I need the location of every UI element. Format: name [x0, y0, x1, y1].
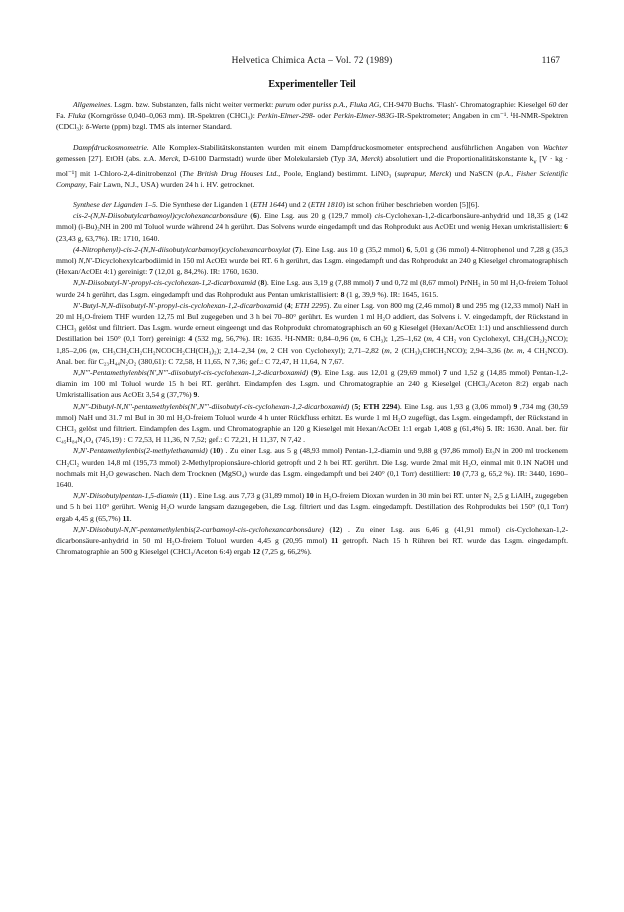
run: in H₂O-freiem Dioxan wurden in 30 min bei RT. unter N₂ 2,5 g LiAlH₄ zugegeben und 5 h bei 110° gerührt. Wenig H₂O wurde langsam dazugegeben, die Lsg. filtriert und das Lsgm. eingedampft. Destillation des Rohprodukts bei 150° (0,1 Torr) ergab 4,45 g (65,7%): [56, 491, 568, 523]
run: m: [92, 345, 98, 355]
run-compound-number: 6: [406, 244, 411, 254]
page-number: 1167: [541, 56, 560, 66]
run: ,734 mg (30,59 mmol) NaH und 31.7 ml BuI in 30 ml H₂O-freiem Toluol wurde 4 h unter Rückfluss erhitzt. Es wurde 1 ml H₂O zugefügt, das Lsgm. eingedampft, der Rückstand in CHCl₃ gelöst und filtriert. Eindampfen des Lsgm. und Chromatographie an 120 g Kieselgel mit Hexan/AcOEt 1:1 ergab 1,408 g (61,4%): [56, 401, 568, 434]
run: CH-9470 Buchs. 'Flash'- Chromatographie: Kieselgel: [381, 100, 549, 109]
run: m: [426, 334, 432, 344]
run: (: [323, 524, 333, 534]
run: . IR: 1630. Anal. ber. für C₄₅H₈₄N₄O₄ (745,19) : C 72,53, H 11,36, N 7,52; gef.: C 72,21, H 11,37, N 7,42 .: [56, 424, 568, 445]
run-compound-number: 9: [513, 401, 518, 411]
run-heading: N,N'-Diisobutylpentan-1,5-diamin: [73, 491, 178, 501]
journal-title: Helvetica Chimica Acta – Vol. 72 (1989): [231, 56, 393, 66]
run: getropft. Nach 15 h Rühren bei RT. wurde das Lsgm. eingedampft. Chromatographie an 500 g Kieselgel (CHCl₃/Aceton 6:4) ergab: [56, 536, 568, 557]
run-compound-number: 12: [332, 524, 340, 534]
paragraph-compound-7: [56, 244, 568, 278]
run: ). Eine Lsg. aus 12,01 g (29,69 mmol): [317, 368, 444, 377]
run: ;: [290, 300, 295, 310]
run: ). Eine Lsg. aus 10 g (35,2 mmol): [298, 244, 407, 254]
run: suprapur, Merck: [397, 168, 449, 178]
paragraph-compound-10: [56, 445, 568, 490]
run: [V · kg · mol⁻¹] mit 1-Chloro-2,4-dinitrobenzol (: [56, 153, 568, 178]
run-compound-number: 11: [182, 491, 190, 501]
run: (: [349, 401, 355, 411]
run: , 4 CH₂ von Cyclohexyl, CH₃(CH₂)₂NCO); 1,85–2,06 (: [56, 334, 568, 355]
run-compound-number: 5; ETH 2294: [354, 401, 398, 411]
run: , 2 (CH₃)₂CHCH₂NCO); 2,94–3,36 (: [389, 345, 507, 355]
run: (: [282, 300, 287, 310]
run: ). Zu einer Lsg. von 800 mg (2,46 mmol): [326, 300, 457, 310]
run: der Fa.: [56, 100, 568, 121]
run: ) absolutiert und die Proportionalitätskonstante k: [380, 153, 534, 163]
run: und 295 mg (12,33 mmol) NaH in 20 ml H₂O-freiem THF wurden 12,75 ml BuI zugegeben und 3 h bei 70–80° gerührt. Es wurden 1 ml H₂O addiert, das Solvens i. V. eingedampft, der Rückstand in CHCl₃ gelöst und filtriert. Das Lsgm. wurde erneut eingeengt und das Rohprodukt chromatographisch an 60 g Kieselgel (Hexan/AcOEt 1:1) und anschliessend durch Destillation bei 150° (0,1 Torr) gereinigt:: [56, 300, 568, 344]
run: (532 mg, 56,7%). IR: 1635. ¹H-NMR: 0,84–0,96 (: [192, 334, 354, 344]
running-head: [56, 56, 568, 72]
run: Perkin-Elmer-983G: [333, 111, 395, 121]
run: ) ist schon früher beschrieben worden [5][6].: [342, 199, 480, 209]
run: (: [177, 491, 183, 501]
run: oder: [295, 100, 313, 109]
run-compound-number: 10: [212, 446, 221, 456]
run: ETH 1644: [252, 199, 285, 209]
run: -Cyclohexan-1,2-dicarbonsäure-anhydrid und 18,35 g (142 mmol) (i-Bu)₂NH in 200 ml Toluol wurde während 24 h gerührt. Das Solvens wurde eingedampft und das Rohprodukt aus AcOEt und wenig Hexan umkristallisiert:: [56, 211, 568, 232]
run-compound-number: 7: [443, 368, 447, 377]
paragraph-compound-6: [56, 210, 568, 244]
run-compound-number: 5: [486, 424, 491, 434]
run: m: [384, 345, 390, 355]
run: 3A, Merck: [347, 153, 381, 163]
run: (23,43 g, 63,7%). IR: 1710, 1640.: [56, 233, 160, 243]
paragraph-synthese: [56, 199, 568, 210]
paragraph-compound-9: [56, 367, 568, 401]
run-compound-number: 7: [149, 267, 153, 277]
run: , Poole, England) bestimmt. LiNO₃ (: [278, 168, 398, 178]
run-compound-number: 9: [193, 390, 198, 400]
run: ) . Zu einer Lsg. aus 6,46 g (41,91 mmol): [339, 524, 506, 534]
run: m: [260, 345, 266, 355]
run-heading: N'-Butyl-N,N-diisobutyl-N'-propyl-cis-cyclohexan-1,2-dicarboxamid: [73, 300, 283, 310]
run: The British Drug Houses Ltd.: [182, 168, 279, 178]
paragraph-dampfdruckosmometrie: [56, 142, 568, 190]
run: -Cyclohexan-1,2-dicarbonsäure-anhydrid in 50 ml H₂O-freiem Toluol wurden 4,45 g (20,95 mmol): [56, 524, 568, 546]
paragraph-compound-5: [56, 401, 568, 446]
run: m: [353, 334, 359, 344]
run-heading: Allgemeines.: [73, 100, 113, 109]
run: .: [129, 513, 132, 523]
run: ). Eine Lsg. aus 1,93 g (3,06 mmol): [397, 401, 514, 411]
run: N,N': [78, 255, 93, 265]
paragraph-compound-12: [56, 524, 568, 558]
run: Perkin-Elmer-298-: [257, 111, 316, 121]
run-heading: cis-2-(N,N-Diisobutylcarbamoyl)cyclohexancarbonsäure: [73, 211, 248, 221]
run-compound-number: 7: [375, 278, 380, 288]
run: puriss p.A., Fluka AG,: [312, 100, 382, 109]
run: und 1,52 g (14,85 mmol) Pentan-1,2-diamin im 100 ml Toluol wurde 15 h bei RT. gerührt. Eindampfen des Lsgm. und Chromatographie an 240 g Kieselgel (CHCl₃/Aceton 8:2) ergab nach Umkristallisation aus AcOEt 3,54 g (37,7%): [56, 368, 568, 400]
run: p.A., Fisher Scientific Company: [56, 168, 569, 189]
run-heading: N,N'-Diisobutyl-N,N'-pentamethylenbis(2-carbamoyl-cis-cyclohexancarbonsäure): [73, 524, 324, 534]
run: -Dicyclohexylcarbodiimid in 150 ml AcOEt wurde bei RT. 6 h gerührt, das Lsgm. eingedampft und das Rohprodukt an 240 g Kieselgel chromatographisch (Hexan/AcOEt 4:1) gereinigt:: [56, 255, 568, 277]
run: , D-6100 Darmstadt) wurde über Molekularsieb (Typ: [178, 153, 348, 163]
run: (1 g, 39,9 %). IR: 1645, 1615.: [344, 289, 439, 299]
run-compound-number: 10: [452, 468, 461, 478]
run: ). Eine Lsg. aus 3,19 g (7,88 mmol): [264, 278, 376, 288]
run-heading: N,N'-Pentamethylenbis(2-methylethanamid): [73, 446, 208, 456]
run: , Fair Lawn, N.J., USA) wurden 24 h i. HV. getrocknet.: [85, 179, 255, 189]
run-compound-number: 11: [122, 513, 130, 523]
run-compound-number: 7: [295, 244, 299, 254]
run: Fluka: [67, 111, 86, 121]
paragraph-compound-11: [56, 490, 568, 524]
run: und 0,72 ml (8,67 mmol) PrNH₂ in 50 ml H₂O-freiem Toluol wurde 24 h gerührt, das Lsgm. eingedampft und das Rohprodukt aus Pentan umkristallisiert:: [56, 278, 568, 299]
run: ) . Zu einer Lsg. aus 5 g (48,93 mmol) Pentan-1,2-diamin und 9,88 g (97,86 mmol) Et₃N in 200 ml trockenem CH₂Cl₂ wurden 14,8 ml (195,73 mmol) 2-Methylpropionsäure-chlorid getropft und 2 h bei RT. gerührt. Die Lsg. wurde 2mal mit H₂O, einmal mit 0.1N NaOH und nochmals mit H₂O gewaschen. Nach dem Trocknen (MgSO₄) wurde das Lsgm. eingedampft und bei 240° (0,1 Torr) destilliert:: [56, 446, 568, 478]
run-heading: N,N''-Dibutyl-N,N''-pentamethylenbis(N',N'''-diisobutyl-cis-cyclohexan-1,2-dicarboxamid): [73, 401, 350, 411]
run-compound-number: 12: [252, 547, 261, 557]
run: purum: [275, 100, 296, 109]
run-compound-number: 8: [260, 278, 265, 288]
run: cis: [374, 211, 384, 221]
run: .: [197, 390, 200, 400]
run: Merck: [159, 153, 179, 163]
run: (7,73 g, 65,2 %). IR: 3440, 1690–1640.: [56, 468, 568, 490]
run-heading: N,N'''-Pentamethylenbis(N',N'''-diisobutyl-cis-cyclohexan-1,2-dicarboxamid): [73, 368, 309, 377]
paragraph-compound-4: [56, 300, 568, 367]
run-compound-number: 4: [286, 300, 291, 310]
run: gemessen [27]. EtOH (abs. z.A.: [56, 153, 160, 163]
run: Die Synthese der Liganden 1 (: [157, 199, 253, 209]
run: , 5,01 g (36 mmol) 4-Nitrophenol und 7,28 g (35,3 mmol): [56, 244, 568, 265]
run: ) und 2 (: [284, 199, 311, 209]
paragraph-compound-8: [56, 277, 568, 299]
run-subscript: v: [533, 158, 537, 166]
run: (: [290, 244, 295, 254]
run: ETH 2295: [294, 300, 327, 310]
run: ) . Eine Lsg. aus 7,73 g (31,89 mmol): [189, 491, 307, 501]
run: , 2 CH von Cyclohexyl); 2,71–2,82 (: [265, 345, 385, 355]
run-heading: Dampfdruckosmometrie.: [73, 142, 149, 152]
run: ). Eine Lsg. aus 20 g (129,7 mmol): [256, 211, 375, 221]
run: -IR-Spektrometer; Angaben in cm⁻¹. ¹H-NMR-Spektren (CDCl₃): δ-Werte (ppm) bzgl. TMS als interner Standard.: [56, 111, 568, 132]
run: (: [247, 211, 253, 221]
run: Wachter: [542, 142, 568, 152]
run-compound-number: 11: [331, 536, 339, 546]
run: (7,25 g, 66,2%).: [260, 547, 312, 557]
run-compound-number: 4: [188, 334, 193, 344]
run: (: [308, 368, 314, 377]
run-heading: N,N-Diisobutyl-N'-propyl-cis-cyclohexan-1,2-dicarboxamid: [73, 278, 256, 288]
run: Alle Komplex-Stabilitätskonstanten wurden mit einem Dampfdruckosmometer entsprechend ausführlichen Angaben von: [148, 142, 543, 152]
run: 60: [548, 100, 557, 109]
run: cis: [505, 524, 515, 534]
run: , CH₃CH₂CH₂CH₂NCOCH₂CH(CH₃)₂); 2,14–2,34 (: [97, 345, 261, 355]
run-heading: Synthese der Liganden 1–5.: [73, 199, 158, 209]
run: (12,01 g, 84,2%). IR: 1760, 1630.: [152, 267, 259, 277]
run: (: [255, 278, 261, 288]
run: (: [207, 446, 213, 456]
run: , 4 CH₂NCO). Anal. ber. für C₂₃H₄₄N₂O₂ (380,61): C 72,58, H 11,65, N 7,36; gef.: C 72,47, H 11,64, N 7,67.: [56, 345, 568, 366]
paragraph-allgemeines: [56, 99, 568, 133]
run-compound-number: 8: [456, 300, 461, 310]
section-title: Experimenteller Teil: [268, 79, 356, 90]
run-compound-number: 6: [252, 211, 257, 221]
run: (Korngrösse 0,040–0,063 mm). IR-Spektren (CHCl₃):: [85, 111, 258, 121]
run: ) und NaSCN (: [448, 168, 499, 178]
run-compound-number: 10: [306, 491, 314, 501]
run-heading: (4-Nitrophenyl)-cis-2-(N,N-diisobutylcarbamoyl)cyclohexancarboxylat: [73, 244, 291, 254]
run: oder: [315, 111, 334, 121]
run: ETH 1810: [310, 199, 343, 209]
run: , 6 CH₃); 1,25–1,62 (: [358, 334, 427, 344]
run-compound-number: 8: [340, 289, 345, 299]
run-compound-number: 9: [313, 368, 318, 377]
run-compound-number: 6: [564, 222, 568, 232]
run: br. m: [506, 345, 523, 355]
run: Lsgm. bzw. Substanzen, falls nicht weiter vermerkt:: [112, 100, 276, 109]
